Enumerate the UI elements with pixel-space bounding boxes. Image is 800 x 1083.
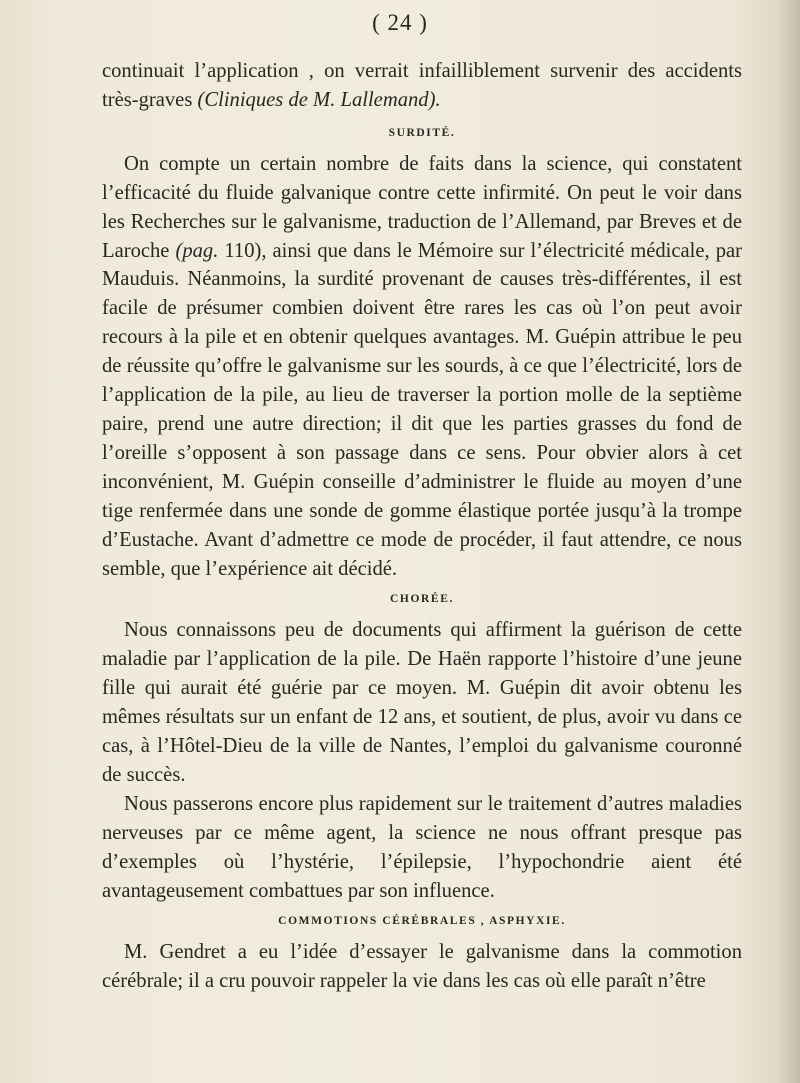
paragraph-text: On compte un certain nombre de faits dans la science, qui constatent l’efficacité du fluide galvanique contre cette infirmité. On peut le voir dans les Recherches sur le galvanisme, traduction de l’Allemand, par Breves et de Laroche: [102, 152, 742, 262]
page-reference: (pag.: [175, 239, 219, 262]
page-body: [102, 57, 742, 996]
paragraph-choree: Nous connaissons peu de documents qui affirment la guérison de cette maladie par l’application de la pile. De Haën rapporte l’histoire d’une jeune fille qui aurait été guérie par ce moyen. M. Guépin dit avoir obtenu les mêmes résultats sur un enfant de 12 ans, et soutient, de plus, avoir vu dans ce cas, à l’Hôtel-Dieu de la ville de Nantes, l’emploi du galvanisme couronné de succès.: [102, 619, 742, 786]
paragraph-continuation: [102, 57, 742, 115]
paragraph-text: 110), ainsi que dans le Mémoire sur l’électricité médicale, par Mauduis. Néanmoins, la surdité provenant de causes très-différentes, il est facile de présumer combien doivent être rares les cas où l’on peut avoir recours à la pile et en obtenir quelques avantages. M. Guépin attribue le peu de réussite qu’offre le galvanisme sur les sourds, à ce que l’électricité, lors de l’application de la pile, au lieu de traverser la portion molle de la septième paire, prend une autre direction; il dit que les parties grasses du fond de l’oreille s’opposent à son passage dans ce sens. Pour obvier alors à cet inconvénient, M. Guépin conseille d’administrer le fluide au moyen d’une tige renfermée dans une sonde de gomme élastique portée jusqu’à la trompe d’Eustache. Avant d’admettre ce mode de procéder, il faut attendre, ce nous semble, que l’expérience ait décidé.: [102, 239, 742, 580]
paragraph-maladies-nerveuses: Nous passerons encore plus rapidement sur le traitement d’autres maladies nerveuses par ce même agent, la science ne nous offrant presque pas d’exemples où l’hystérie, l’épilepsie, l’hypochondrie aient été avantageusement combattues par son influence.: [102, 792, 742, 902]
page-edge-shadow: [778, 0, 800, 1083]
page-number: ( 24 ): [372, 10, 428, 35]
citation: (Cliniques de M. Lallemand).: [197, 88, 441, 111]
paragraph-surdite: [102, 150, 742, 584]
paragraph-commotions: M. Gendret a eu l’idée d’essayer le galvanisme dans la commotion cérébrale; il a cru pouvoir rappeler la vie dans les cas où elle paraît n’être: [102, 941, 742, 993]
section-heading-commotions: COMMOTIONS CÉRÉBRALES , ASPHYXIE.: [278, 915, 566, 928]
section-heading-surdite: SURDITÉ.: [388, 126, 456, 139]
paragraph-text: continuait l’application , on verrait infailliblement survenir des accidents très-graves: [102, 60, 742, 111]
section-heading-choree: CHORÉE.: [390, 593, 454, 606]
